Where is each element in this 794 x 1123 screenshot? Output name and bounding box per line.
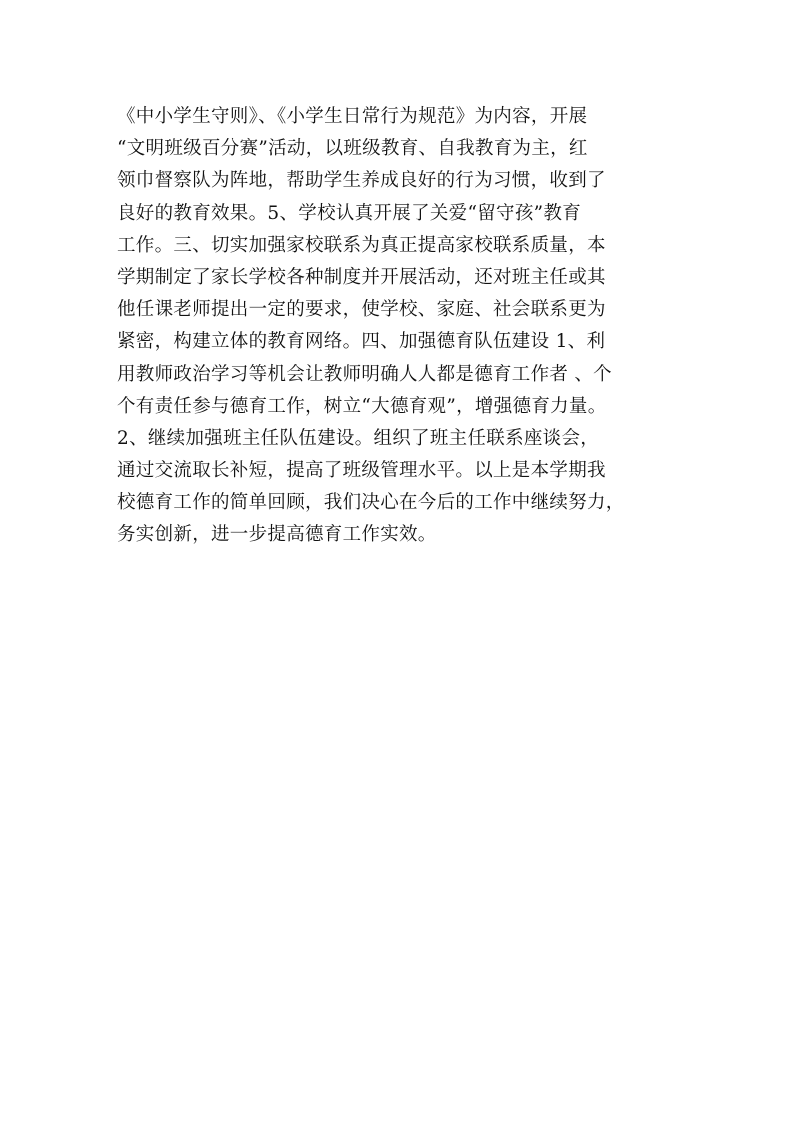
text-line: 用教师政治学习等机会让教师明确人人都是德育工作者 、个 bbox=[117, 363, 612, 385]
text-line: 通过交流取长补短，提高了班级管理水平。以上是本学期我 bbox=[117, 460, 606, 482]
text-line: “文明班级百分赛”活动，以班级教育、自我教育为主，红 bbox=[117, 138, 588, 160]
text-line: 良好的教育效果。5、学校认真开展了关爱“留守孩”教育 bbox=[117, 202, 581, 224]
text-line: 校德育工作的简单回顾，我们决心在今后的工作中继续努力， bbox=[117, 492, 625, 514]
text-line: 2、继续加强班主任队伍建设。组织了班主任联系座谈会， bbox=[117, 427, 600, 449]
text-line: 工作。三、切实加强家校联系为真正提高家校联系质量，本 bbox=[117, 234, 606, 256]
text-line: 紧密，构建立体的教育网络。四、加强德育队伍建设 1、利 bbox=[117, 331, 606, 353]
text-line: 个有责任参与德育工作，树立“大德育观”，增强德育力量。 bbox=[117, 395, 607, 417]
body-paragraph bbox=[117, 101, 697, 552]
text-line: 学期制定了家长学校各种制度并开展活动，还对班主任或其 bbox=[117, 266, 606, 288]
text-line: 《中小学生守则》、《小学生日常行为规范》为内容，开展 bbox=[117, 106, 588, 127]
text-line: 他任课老师提出一定的要求，使学校、家庭、社会联系更为 bbox=[117, 299, 606, 321]
text-line: 领巾督察队为阵地，帮助学生养成良好的行为习惯，收到了 bbox=[117, 170, 606, 192]
text-line: 务实创新，进一步提高德育工作实效。 bbox=[117, 524, 437, 546]
